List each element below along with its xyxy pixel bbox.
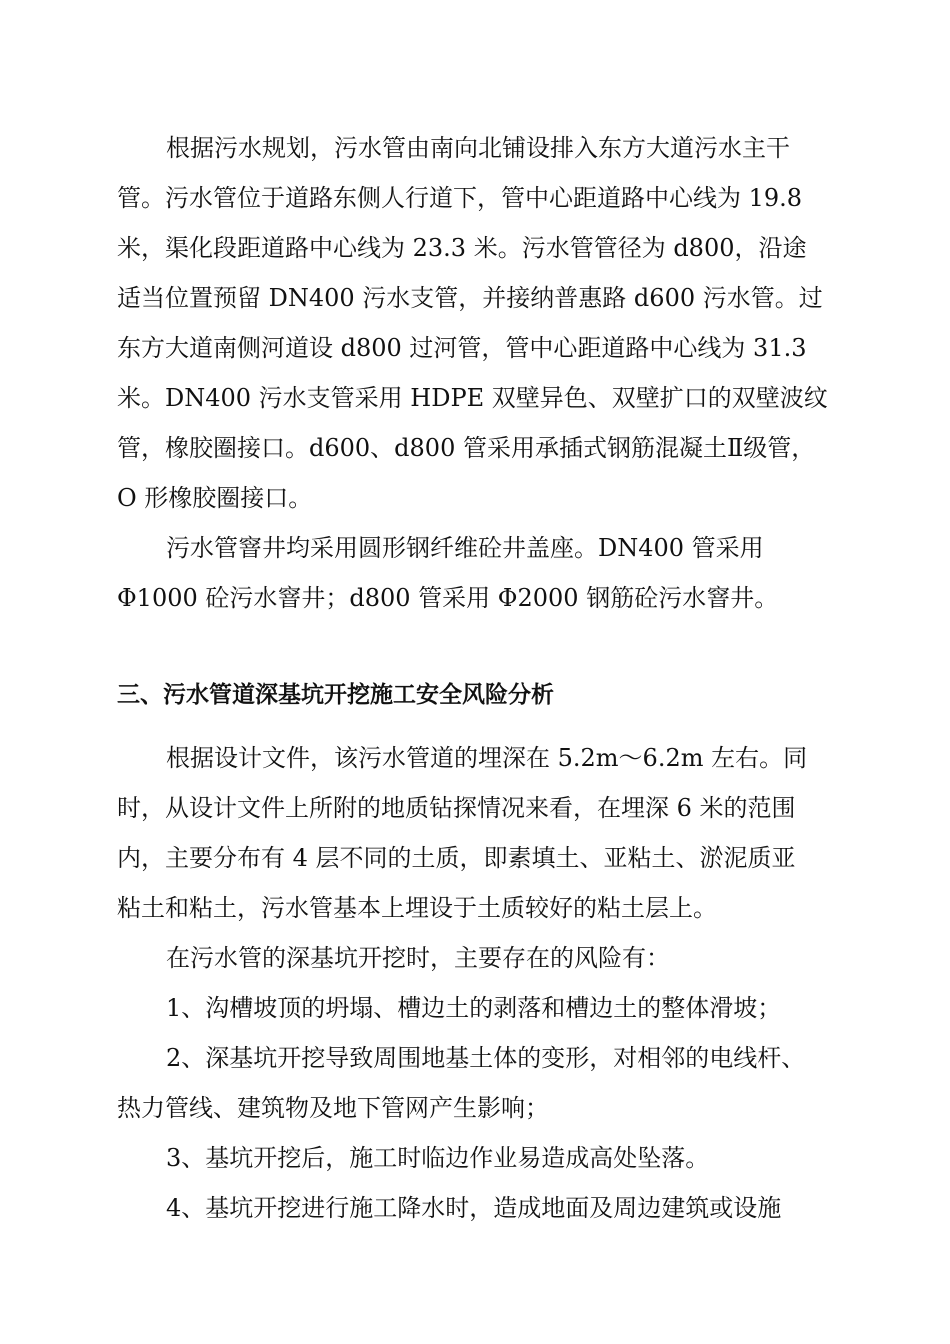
intro-line: 在污水管的深基坑开挖时，主要存在的风险有： xyxy=(166,944,670,972)
paragraph-line: 根据设计文件，该污水管道的埋深在 5.2m～6.2m 左右。同 xyxy=(166,744,808,772)
paragraph-line: 根据污水规划，污水管由南向北铺设排入东方大道污水主干 xyxy=(166,134,790,162)
paragraph-line: 东方大道南侧河道设 d800 过河管，管中心距道路中心线为 31.3 xyxy=(117,334,807,362)
paragraph-line: 管。污水管位于道路东侧人行道下，管中心距道路中心线为 19.8 xyxy=(117,184,803,212)
paragraph-line: 适当位置预留 DN400 污水支管，并接纳普惠路 d600 污水管。过 xyxy=(117,284,823,312)
paragraph-line: 米。DN400 污水支管采用 HDPE 双壁异色、双壁扩口的双壁波纹 xyxy=(117,384,828,412)
risk-item-4: 4、基坑开挖进行施工降水时，造成地面及周边建筑或设施 xyxy=(166,1194,782,1222)
paragraph-line: Φ1000 砼污水窨井；d800 管采用 Φ2000 钢筋砼污水窨井。 xyxy=(117,584,779,612)
section-heading: 三、污水管道深基坑开挖施工安全风险分析 xyxy=(117,682,554,708)
risk-item-1: 1、沟槽坡顶的坍塌、槽边土的剥落和槽边土的整体滑坡； xyxy=(166,994,782,1022)
risk-item-2: 2、深基坑开挖导致周围地基土体的变形，对相邻的电线杆、 xyxy=(166,1044,806,1072)
paragraph-line: 内，主要分布有 4 层不同的土质，即素填土、亚粘土、淤泥质亚 xyxy=(117,844,796,872)
paragraph-line: 粘土和粘土，污水管基本上埋设于土质较好的粘土层上。 xyxy=(117,894,717,922)
risk-item-3: 3、基坑开挖后，施工时临边作业易造成高处坠落。 xyxy=(166,1144,710,1172)
paragraph-line: O 形橡胶圈接口。 xyxy=(117,484,313,512)
paragraph-line: 污水管窨井均采用圆形钢纤维砼井盖座。DN400 管采用 xyxy=(166,534,764,562)
paragraph-line: 时，从设计文件上所附的地质钻探情况来看，在埋深 6 米的范围 xyxy=(117,794,796,822)
risk-item-2-continued: 热力管线、建筑物及地下管网产生影响； xyxy=(117,1094,549,1122)
paragraph-line: 米，渠化段距道路中心线为 23.3 米。污水管管径为 d800，沿途 xyxy=(117,234,807,262)
paragraph-line: 管，橡胶圈接口。d600、d800 管采用承插式钢筋混凝土Ⅱ级管， xyxy=(117,434,816,462)
